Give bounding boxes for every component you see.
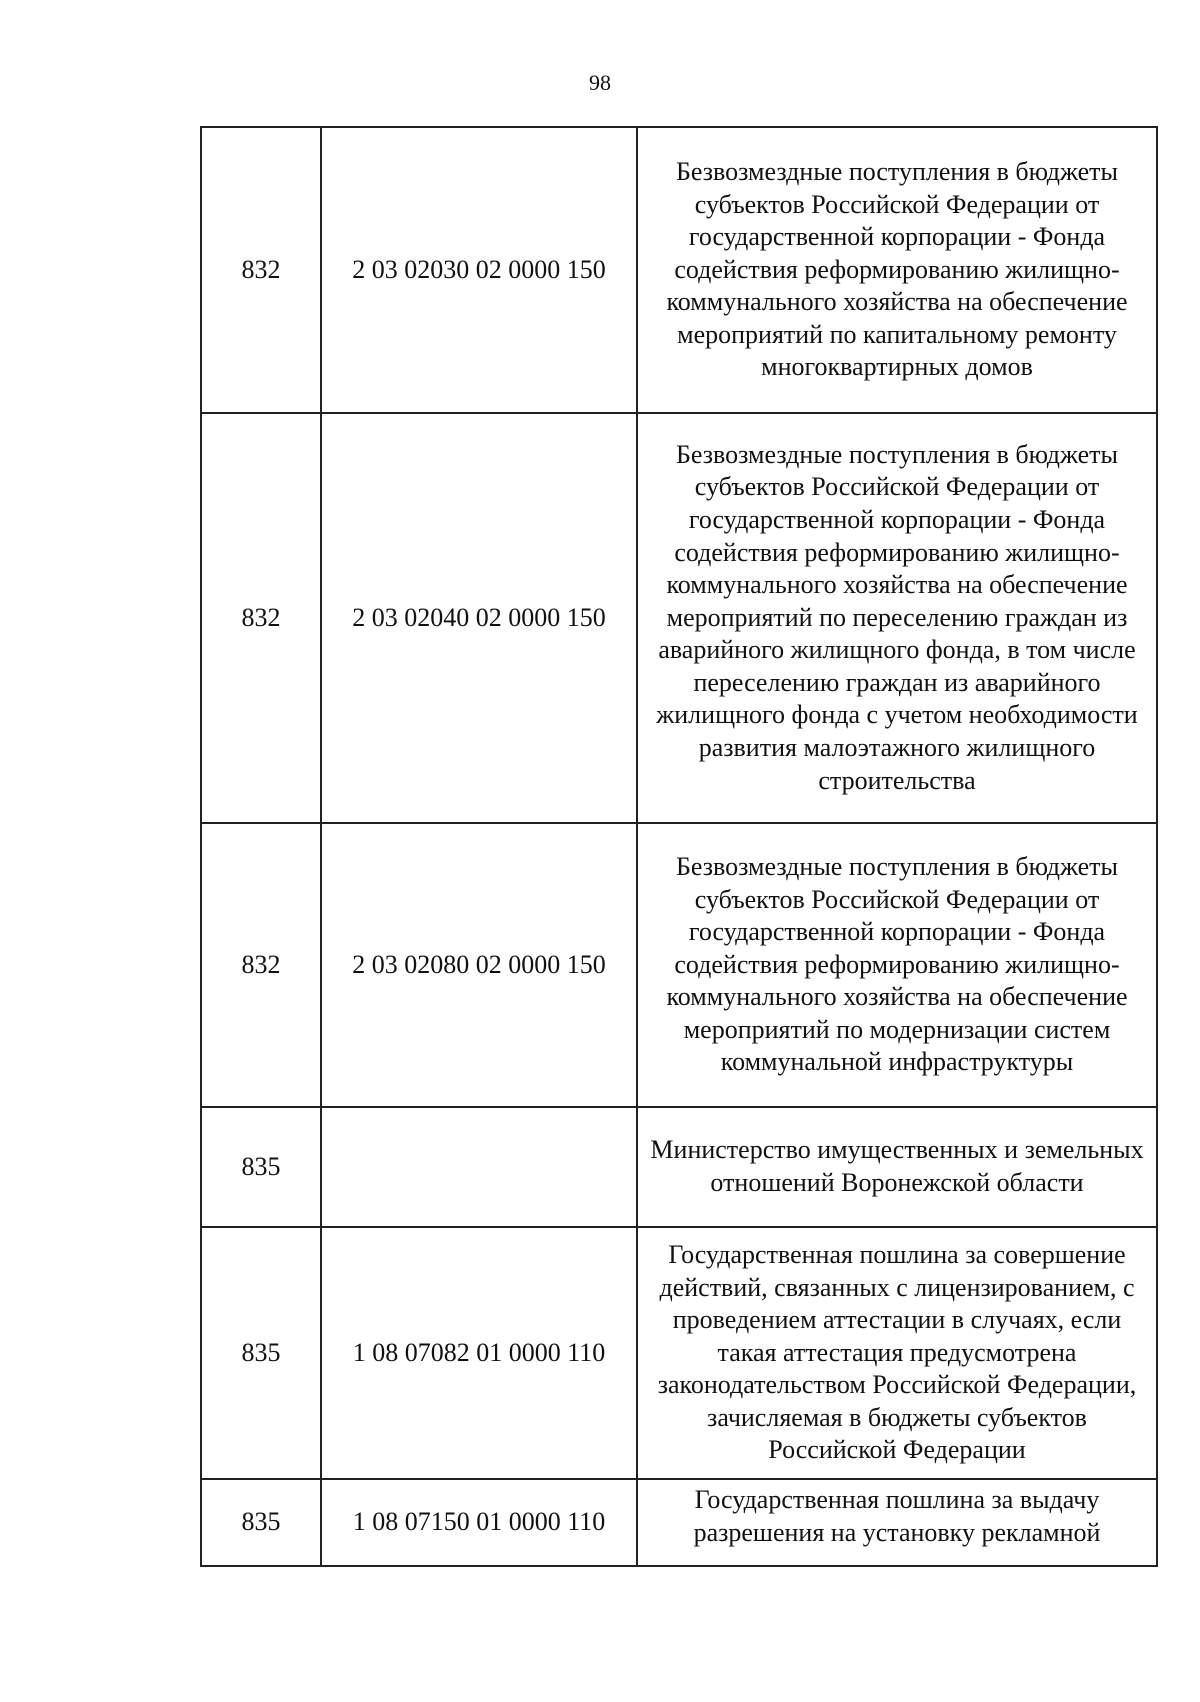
admin-code-cell: 835 <box>201 1227 321 1479</box>
table-row <box>201 1479 1157 1566</box>
revenue-code-cell: 1 08 07082 01 0000 110 <box>321 1227 637 1479</box>
revenue-code-cell: 2 03 02040 02 0000 150 <box>321 413 637 823</box>
revenue-code-cell: 2 03 02030 02 0000 150 <box>321 127 637 413</box>
description-cell: Государственная пошлина за выдачу разрешения на установку рекламной <box>637 1479 1157 1566</box>
table-row <box>201 1107 1157 1227</box>
page-number: 98 <box>589 70 611 95</box>
revenue-code-cell: 1 08 07150 01 0000 110 <box>321 1479 637 1566</box>
table-row <box>201 823 1157 1107</box>
description-cell: Государственная пошлина за совершение действий, связанных с лицензированием, с проведением аттестации в случаях, если такая аттестация предусмотрена законодательством Российской Федерации, зачисляемая в бюджеты субъектов Российской Федерации <box>637 1227 1157 1479</box>
admin-code-cell: 835 <box>201 1479 321 1566</box>
revenue-code-cell <box>321 1107 637 1227</box>
table-row <box>201 1227 1157 1479</box>
table-row <box>201 127 1157 413</box>
admin-code-cell: 832 <box>201 823 321 1107</box>
revenue-code-cell: 2 03 02080 02 0000 150 <box>321 823 637 1107</box>
table-row <box>201 413 1157 823</box>
description-cell: Министерство имущественных и земельных отношений Воронежской области <box>637 1107 1157 1227</box>
description-cell: Безвозмездные поступления в бюджеты субъектов Российской Федерации от государственной корпорации - Фонда содействия реформированию жилищно-коммунального хозяйства на обеспечение мероприятий по переселению граждан из аварийного жилищного фонда, в том числе переселению граждан из аварийного жилищного фонда с учетом необходимости развития малоэтажного жилищного строительства <box>637 413 1157 823</box>
description-cell: Безвозмездные поступления в бюджеты субъектов Российской Федерации от государственной корпорации - Фонда содействия реформированию жилищно-коммунального хозяйства на обеспечение мероприятий по модернизации систем коммунальной инфраструктуры <box>637 823 1157 1107</box>
budget-revenue-table <box>200 126 1158 1567</box>
description-cell: Безвозмездные поступления в бюджеты субъектов Российской Федерации от государственной корпорации - Фонда содействия реформированию жилищно-коммунального хозяйства на обеспечение мероприятий по капитальному ремонту многоквартирных домов <box>637 127 1157 413</box>
admin-code-cell: 835 <box>201 1107 321 1227</box>
admin-code-cell: 832 <box>201 413 321 823</box>
admin-code-cell: 832 <box>201 127 321 413</box>
